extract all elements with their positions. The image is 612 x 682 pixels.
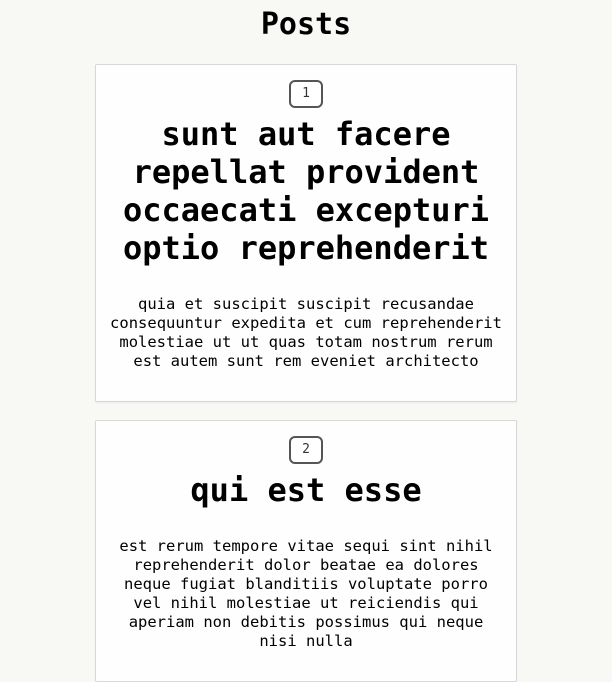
post-title: sunt aut facere repellat provident occaecati excepturi optio reprehenderit [122,115,490,267]
post-id-badge: 2 [289,436,323,464]
post-card [95,64,517,402]
post-id-badge: 1 [289,80,323,108]
post-body: quia et suscipit suscipit recusandae consequuntur expedita et cum reprehenderit molestiae ut ut quas totam nostrum rerum est autem sunt rem eveniet architecto [110,295,502,370]
post-body: est rerum tempore vitae sequi sint nihil reprehenderit dolor beatae ea dolores neque fugiat blanditiis voluptate porro vel nihil molestiae ut reiciendis qui aperiam non debitis possimus qui neque nisi nulla [119,537,493,650]
post-title: qui est esse [190,471,422,509]
post-card [95,420,517,682]
posts-list [0,64,612,682]
page-title: Posts [260,7,352,42]
